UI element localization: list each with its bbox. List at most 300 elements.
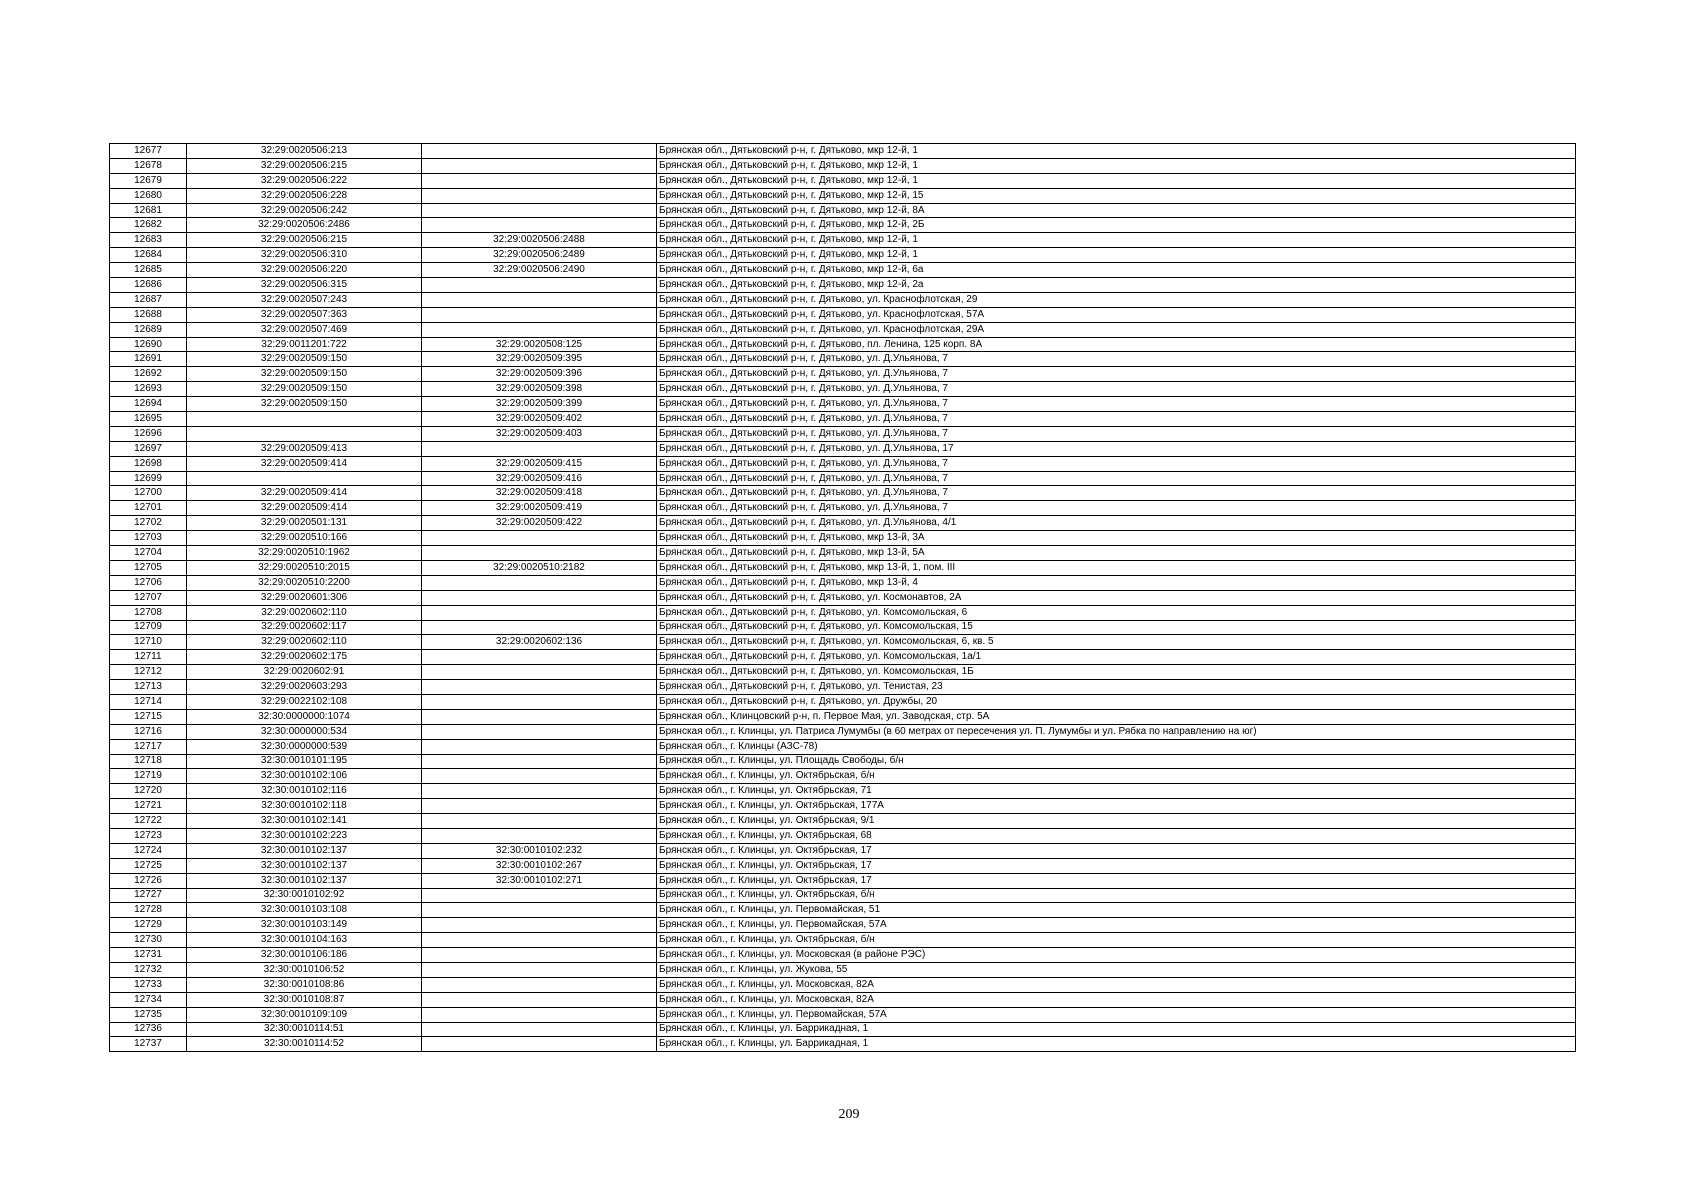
address-cell: Брянская обл., Дятьковский р-н, г. Дятьково, ул. Краснофлотская, 57А <box>657 307 1576 322</box>
address-cell: Брянская обл., Дятьковский р-н, г. Дятьково, ул. Д.Ульянова, 7 <box>657 471 1576 486</box>
related-cadastral-number-cell <box>422 144 657 159</box>
cadastral-number-cell: 32:29:0020602:175 <box>187 650 422 665</box>
table-row <box>110 1022 1576 1037</box>
row-number-cell: 12735 <box>110 1007 187 1022</box>
row-number-cell: 12685 <box>110 263 187 278</box>
related-cadastral-number-cell <box>422 218 657 233</box>
related-cadastral-number-cell: 32:29:0020509:419 <box>422 501 657 516</box>
address-cell: Брянская обл., Дятьковский р-н, г. Дятьково, мкр 12-й, 2а <box>657 278 1576 293</box>
row-number-cell: 12726 <box>110 873 187 888</box>
row-number-cell: 12692 <box>110 367 187 382</box>
cadastral-number-cell: 32:30:0010102:92 <box>187 888 422 903</box>
table-row <box>110 1037 1576 1052</box>
table-row <box>110 680 1576 695</box>
row-number-cell: 12734 <box>110 992 187 1007</box>
row-number-cell: 12703 <box>110 531 187 546</box>
related-cadastral-number-cell <box>422 203 657 218</box>
row-number-cell: 12715 <box>110 709 187 724</box>
cadastral-number-cell: 32:29:0020509:150 <box>187 352 422 367</box>
address-cell: Брянская обл., Дятьковский р-н, г. Дятьково, мкр 13-й, 5А <box>657 546 1576 561</box>
table-row <box>110 605 1576 620</box>
row-number-cell: 12728 <box>110 903 187 918</box>
related-cadastral-number-cell <box>422 784 657 799</box>
cadastral-number-cell: 32:30:0010103:108 <box>187 903 422 918</box>
table-row <box>110 665 1576 680</box>
address-cell: Брянская обл., г. Клинцы, ул. Баррикадная, 1 <box>657 1037 1576 1052</box>
cadastral-number-cell: 32:30:0010104:163 <box>187 933 422 948</box>
cadastral-number-cell: 32:29:0011201:722 <box>187 337 422 352</box>
row-number-cell: 12684 <box>110 248 187 263</box>
table-row <box>110 486 1576 501</box>
cadastral-number-cell: 32:30:0010109:109 <box>187 1007 422 1022</box>
address-cell: Брянская обл., Дятьковский р-н, г. Дятьково, ул. Д.Ульянова, 7 <box>657 426 1576 441</box>
table-row <box>110 173 1576 188</box>
row-number-cell: 12679 <box>110 173 187 188</box>
row-number-cell: 12693 <box>110 382 187 397</box>
related-cadastral-number-cell <box>422 1022 657 1037</box>
cadastral-number-cell: 32:30:0010106:52 <box>187 962 422 977</box>
address-cell: Брянская обл., Дятьковский р-н, г. Дятьково, мкр 13-й, 3А <box>657 531 1576 546</box>
related-cadastral-number-cell <box>422 575 657 590</box>
address-cell: Брянская обл., Дятьковский р-н, г. Дятьково, мкр 12-й, 8А <box>657 203 1576 218</box>
address-cell: Брянская обл., г. Клинцы, ул. Октябрьская, 17 <box>657 843 1576 858</box>
cadastral-number-cell <box>187 426 422 441</box>
cadastral-number-cell: 32:29:0020506:315 <box>187 278 422 293</box>
address-cell: Брянская обл., г. Клинцы, ул. Первомайская, 57А <box>657 918 1576 933</box>
related-cadastral-number-cell <box>422 531 657 546</box>
table-row <box>110 337 1576 352</box>
cadastral-number-cell: 32:30:0010108:87 <box>187 992 422 1007</box>
table-row <box>110 873 1576 888</box>
related-cadastral-number-cell <box>422 307 657 322</box>
table-row <box>110 352 1576 367</box>
table-row <box>110 501 1576 516</box>
row-number-cell: 12690 <box>110 337 187 352</box>
related-cadastral-number-cell <box>422 948 657 963</box>
cadastral-number-cell: 32:29:0020506:215 <box>187 158 422 173</box>
related-cadastral-number-cell <box>422 590 657 605</box>
table-row <box>110 218 1576 233</box>
table-row <box>110 948 1576 963</box>
row-number-cell: 12702 <box>110 516 187 531</box>
row-number-cell: 12700 <box>110 486 187 501</box>
row-number-cell: 12711 <box>110 650 187 665</box>
related-cadastral-number-cell <box>422 546 657 561</box>
address-cell: Брянская обл., Дятьковский р-н, г. Дятьково, ул. Дружбы, 20 <box>657 694 1576 709</box>
table-row <box>110 858 1576 873</box>
cadastral-number-cell: 32:30:0010106:186 <box>187 948 422 963</box>
related-cadastral-number-cell <box>422 1007 657 1022</box>
cadastral-number-cell: 32:29:0020509:414 <box>187 486 422 501</box>
table-row <box>110 650 1576 665</box>
table-row <box>110 203 1576 218</box>
row-number-cell: 12708 <box>110 605 187 620</box>
row-number-cell: 12687 <box>110 292 187 307</box>
related-cadastral-number-cell <box>422 680 657 695</box>
table-row <box>110 292 1576 307</box>
row-number-cell: 12686 <box>110 278 187 293</box>
address-cell: Брянская обл., г. Клинцы, ул. Октябрьская, 177А <box>657 799 1576 814</box>
table-row <box>110 412 1576 427</box>
address-cell: Брянская обл., г. Клинцы, ул. Московская (в районе РЭС) <box>657 948 1576 963</box>
cadastral-number-cell: 32:29:0020507:243 <box>187 292 422 307</box>
address-cell: Брянская обл., Дятьковский р-н, г. Дятьково, мкр 12-й, 1 <box>657 173 1576 188</box>
address-cell: Брянская обл., Дятьковский р-н, г. Дятьково, ул. Д.Ульянова, 7 <box>657 382 1576 397</box>
table-row <box>110 307 1576 322</box>
address-cell: Брянская обл., г. Клинцы, ул. Октябрьская, 68 <box>657 828 1576 843</box>
address-cell: Брянская обл., г. Клинцы, ул. Октябрьская, 9/1 <box>657 814 1576 829</box>
row-number-cell: 12683 <box>110 233 187 248</box>
table-row <box>110 918 1576 933</box>
related-cadastral-number-cell: 32:30:0010102:267 <box>422 858 657 873</box>
related-cadastral-number-cell <box>422 1037 657 1052</box>
row-number-cell: 12696 <box>110 426 187 441</box>
cadastral-number-cell: 32:29:0020509:414 <box>187 456 422 471</box>
related-cadastral-number-cell <box>422 799 657 814</box>
address-cell: Брянская обл., Дятьковский р-н, г. Дятьково, мкр 13-й, 1, пом. III <box>657 560 1576 575</box>
address-cell: Брянская обл., г. Клинцы, ул. Жукова, 55 <box>657 962 1576 977</box>
cadastral-number-cell: 32:29:0020506:220 <box>187 263 422 278</box>
table-row <box>110 546 1576 561</box>
table-row <box>110 903 1576 918</box>
cadastral-number-cell: 32:30:0010103:149 <box>187 918 422 933</box>
cadastral-number-cell: 32:29:0020603:293 <box>187 680 422 695</box>
related-cadastral-number-cell <box>422 188 657 203</box>
row-number-cell: 12736 <box>110 1022 187 1037</box>
address-cell: Брянская обл., г. Клинцы, ул. Баррикадная, 1 <box>657 1022 1576 1037</box>
cadastral-number-cell: 32:29:0020602:91 <box>187 665 422 680</box>
related-cadastral-number-cell: 32:29:0020602:136 <box>422 635 657 650</box>
cadastral-number-cell: 32:30:0010102:118 <box>187 799 422 814</box>
related-cadastral-number-cell <box>422 962 657 977</box>
related-cadastral-number-cell <box>422 665 657 680</box>
address-cell: Брянская обл., Дятьковский р-н, г. Дятьково, ул. Д.Ульянова, 4/1 <box>657 516 1576 531</box>
row-number-cell: 12713 <box>110 680 187 695</box>
address-cell: Брянская обл., Дятьковский р-н, г. Дятьково, ул. Комсомольская, 6, кв. 5 <box>657 635 1576 650</box>
cadastral-number-cell: 32:29:0020602:110 <box>187 605 422 620</box>
related-cadastral-number-cell <box>422 724 657 739</box>
table-row <box>110 471 1576 486</box>
cadastral-number-cell: 32:29:0020506:228 <box>187 188 422 203</box>
table-row <box>110 322 1576 337</box>
property-table <box>109 143 1576 1052</box>
related-cadastral-number-cell <box>422 933 657 948</box>
address-cell: Брянская обл., Дятьковский р-н, г. Дятьково, ул. Д.Ульянова, 7 <box>657 367 1576 382</box>
related-cadastral-number-cell <box>422 694 657 709</box>
address-cell: Брянская обл., г. Клинцы, ул. Октябрьская, б/н <box>657 888 1576 903</box>
table-row <box>110 799 1576 814</box>
related-cadastral-number-cell: 32:29:0020506:2489 <box>422 248 657 263</box>
related-cadastral-number-cell: 32:30:0010102:232 <box>422 843 657 858</box>
row-number-cell: 12678 <box>110 158 187 173</box>
related-cadastral-number-cell <box>422 709 657 724</box>
table-row <box>110 694 1576 709</box>
address-cell: Брянская обл., Дятьковский р-н, г. Дятьково, ул. Комсомольская, 1а/1 <box>657 650 1576 665</box>
row-number-cell: 12709 <box>110 620 187 635</box>
row-number-cell: 12718 <box>110 754 187 769</box>
row-number-cell: 12725 <box>110 858 187 873</box>
related-cadastral-number-cell: 32:29:0020508:125 <box>422 337 657 352</box>
cadastral-number-cell: 32:29:0020501:131 <box>187 516 422 531</box>
related-cadastral-number-cell: 32:29:0020509:418 <box>422 486 657 501</box>
address-cell: Брянская обл., г. Клинцы, ул. Первомайская, 57А <box>657 1007 1576 1022</box>
row-number-cell: 12688 <box>110 307 187 322</box>
cadastral-number-cell: 32:30:0010102:223 <box>187 828 422 843</box>
cadastral-number-cell: 32:29:0020509:413 <box>187 441 422 456</box>
table-row <box>110 456 1576 471</box>
table-row <box>110 426 1576 441</box>
cadastral-number-cell: 32:29:0020507:363 <box>187 307 422 322</box>
related-cadastral-number-cell <box>422 977 657 992</box>
related-cadastral-number-cell <box>422 814 657 829</box>
table-row <box>110 590 1576 605</box>
row-number-cell: 12697 <box>110 441 187 456</box>
address-cell: Брянская обл., г. Клинцы, ул. Октябрьская, б/н <box>657 769 1576 784</box>
cadastral-number-cell: 32:29:0020510:1962 <box>187 546 422 561</box>
cadastral-number-cell: 32:30:0010102:116 <box>187 784 422 799</box>
address-cell: Брянская обл., Дятьковский р-н, г. Дятьково, мкр 12-й, 1 <box>657 144 1576 159</box>
cadastral-number-cell: 32:29:0020506:242 <box>187 203 422 218</box>
cadastral-number-cell: 32:29:0020506:213 <box>187 144 422 159</box>
cadastral-number-cell: 32:29:0020509:150 <box>187 367 422 382</box>
table-row <box>110 828 1576 843</box>
table-row <box>110 977 1576 992</box>
related-cadastral-number-cell <box>422 828 657 843</box>
cadastral-number-cell: 32:30:0010102:137 <box>187 873 422 888</box>
address-cell: Брянская обл., Дятьковский р-н, г. Дятьково, мкр 12-й, 1 <box>657 248 1576 263</box>
address-cell: Брянская обл., Дятьковский р-н, г. Дятьково, ул. Тенистая, 23 <box>657 680 1576 695</box>
address-cell: Брянская обл., Дятьковский р-н, г. Дятьково, ул. Д.Ульянова, 7 <box>657 352 1576 367</box>
address-cell: Брянская обл., г. Клинцы (АЗС-78) <box>657 739 1576 754</box>
row-number-cell: 12706 <box>110 575 187 590</box>
related-cadastral-number-cell <box>422 918 657 933</box>
table-row <box>110 248 1576 263</box>
row-number-cell: 12720 <box>110 784 187 799</box>
cadastral-number-cell: 32:30:0010102:106 <box>187 769 422 784</box>
address-cell: Брянская обл., Дятьковский р-н, г. Дятьково, мкр 12-й, 1 <box>657 233 1576 248</box>
cadastral-number-cell: 32:29:0020601:306 <box>187 590 422 605</box>
table-row <box>110 531 1576 546</box>
row-number-cell: 12681 <box>110 203 187 218</box>
related-cadastral-number-cell: 32:29:0020509:395 <box>422 352 657 367</box>
address-cell: Брянская обл., г. Клинцы, ул. Октябрьская, 17 <box>657 873 1576 888</box>
table-row <box>110 575 1576 590</box>
row-number-cell: 12701 <box>110 501 187 516</box>
related-cadastral-number-cell <box>422 158 657 173</box>
table-row <box>110 158 1576 173</box>
cadastral-number-cell: 32:29:0020506:2486 <box>187 218 422 233</box>
row-number-cell: 12682 <box>110 218 187 233</box>
related-cadastral-number-cell: 32:29:0020509:396 <box>422 367 657 382</box>
row-number-cell: 12699 <box>110 471 187 486</box>
row-number-cell: 12712 <box>110 665 187 680</box>
cadastral-number-cell: 32:29:0020602:110 <box>187 635 422 650</box>
cadastral-number-cell: 32:30:0010108:86 <box>187 977 422 992</box>
related-cadastral-number-cell <box>422 605 657 620</box>
address-cell: Брянская обл., Дятьковский р-н, г. Дятьково, ул. Д.Ульянова, 7 <box>657 412 1576 427</box>
address-cell: Брянская обл., г. Клинцы, ул. Октябрьская, 71 <box>657 784 1576 799</box>
address-cell: Брянская обл., Клинцовский р-н, п. Первое Мая, ул. Заводская, стр. 5А <box>657 709 1576 724</box>
row-number-cell: 12729 <box>110 918 187 933</box>
related-cadastral-number-cell <box>422 173 657 188</box>
cadastral-number-cell: 32:29:0020506:222 <box>187 173 422 188</box>
cadastral-number-cell: 32:29:0020510:166 <box>187 531 422 546</box>
related-cadastral-number-cell: 32:29:0020509:403 <box>422 426 657 441</box>
row-number-cell: 12727 <box>110 888 187 903</box>
cadastral-number-cell: 32:30:0010101:195 <box>187 754 422 769</box>
address-cell: Брянская обл., г. Клинцы, ул. Октябрьская, б/н <box>657 933 1576 948</box>
cadastral-number-cell: 32:29:0020506:215 <box>187 233 422 248</box>
table-row <box>110 888 1576 903</box>
address-cell: Брянская обл., Дятьковский р-н, г. Дятьково, ул. Краснофлотская, 29 <box>657 292 1576 307</box>
related-cadastral-number-cell: 32:29:0020509:422 <box>422 516 657 531</box>
address-cell: Брянская обл., Дятьковский р-н, г. Дятьково, мкр 13-й, 4 <box>657 575 1576 590</box>
row-number-cell: 12731 <box>110 948 187 963</box>
address-cell: Брянская обл., Дятьковский р-н, г. Дятьково, ул. Д.Ульянова, 17 <box>657 441 1576 456</box>
related-cadastral-number-cell <box>422 992 657 1007</box>
cadastral-number-cell: 32:29:0022102:108 <box>187 694 422 709</box>
related-cadastral-number-cell <box>422 278 657 293</box>
cadastral-number-cell: 32:30:0010102:141 <box>187 814 422 829</box>
related-cadastral-number-cell: 32:29:0020509:399 <box>422 397 657 412</box>
related-cadastral-number-cell: 32:29:0020509:415 <box>422 456 657 471</box>
table-row <box>110 769 1576 784</box>
row-number-cell: 12707 <box>110 590 187 605</box>
address-cell: Брянская обл., Дятьковский р-н, г. Дятьково, ул. Краснофлотская, 29А <box>657 322 1576 337</box>
table-row <box>110 843 1576 858</box>
related-cadastral-number-cell: 32:29:0020510:2182 <box>422 560 657 575</box>
address-cell: Брянская обл., Дятьковский р-н, г. Дятьково, ул. Комсомольская, 1Б <box>657 665 1576 680</box>
row-number-cell: 12732 <box>110 962 187 977</box>
cadastral-number-cell: 32:29:0020506:310 <box>187 248 422 263</box>
related-cadastral-number-cell: 32:29:0020506:2488 <box>422 233 657 248</box>
related-cadastral-number-cell <box>422 769 657 784</box>
row-number-cell: 12719 <box>110 769 187 784</box>
address-cell: Брянская обл., Дятьковский р-н, г. Дятьково, пл. Ленина, 125 корп. 8А <box>657 337 1576 352</box>
row-number-cell: 12705 <box>110 560 187 575</box>
table-row <box>110 382 1576 397</box>
row-number-cell: 12698 <box>110 456 187 471</box>
row-number-cell: 12691 <box>110 352 187 367</box>
cadastral-number-cell: 32:30:0000000:539 <box>187 739 422 754</box>
table-row <box>110 754 1576 769</box>
table-row <box>110 784 1576 799</box>
address-cell: Брянская обл., г. Клинцы, ул. Площадь Свободы, б/н <box>657 754 1576 769</box>
address-cell: Брянская обл., Дятьковский р-н, г. Дятьково, мкр 12-й, 1 <box>657 158 1576 173</box>
related-cadastral-number-cell <box>422 650 657 665</box>
table-row <box>110 188 1576 203</box>
table-row <box>110 635 1576 650</box>
row-number-cell: 12733 <box>110 977 187 992</box>
address-cell: Брянская обл., Дятьковский р-н, г. Дятьково, ул. Комсомольская, 6 <box>657 605 1576 620</box>
related-cadastral-number-cell <box>422 322 657 337</box>
cadastral-number-cell <box>187 412 422 427</box>
related-cadastral-number-cell: 32:29:0020506:2490 <box>422 263 657 278</box>
related-cadastral-number-cell: 32:29:0020509:416 <box>422 471 657 486</box>
row-number-cell: 12737 <box>110 1037 187 1052</box>
address-cell: Брянская обл., Дятьковский р-н, г. Дятьково, ул. Д.Ульянова, 7 <box>657 486 1576 501</box>
address-cell: Брянская обл., г. Клинцы, ул. Патриса Лумумбы (в 60 метрах от пересечения ул. П. Лумумбы и ул. Рябка по направлению на юг) <box>657 724 1576 739</box>
related-cadastral-number-cell: 32:30:0010102:271 <box>422 873 657 888</box>
address-cell: Брянская обл., Дятьковский р-н, г. Дятьково, мкр 12-й, 2Б <box>657 218 1576 233</box>
table-row <box>110 263 1576 278</box>
table-row <box>110 397 1576 412</box>
row-number-cell: 12694 <box>110 397 187 412</box>
related-cadastral-number-cell <box>422 754 657 769</box>
row-number-cell: 12724 <box>110 843 187 858</box>
address-cell: Брянская обл., г. Клинцы, ул. Октябрьская, 17 <box>657 858 1576 873</box>
row-number-cell: 12677 <box>110 144 187 159</box>
table-row <box>110 992 1576 1007</box>
property-table-body <box>110 144 1576 1052</box>
row-number-cell: 12704 <box>110 546 187 561</box>
row-number-cell: 12717 <box>110 739 187 754</box>
cadastral-number-cell: 32:30:0000000:1074 <box>187 709 422 724</box>
table-row <box>110 441 1576 456</box>
row-number-cell: 12689 <box>110 322 187 337</box>
row-number-cell: 12722 <box>110 814 187 829</box>
cadastral-number-cell: 32:29:0020509:414 <box>187 501 422 516</box>
address-cell: Брянская обл., г. Клинцы, ул. Московская, 82А <box>657 977 1576 992</box>
address-cell: Брянская обл., Дятьковский р-н, г. Дятьково, ул. Космонавтов, 2А <box>657 590 1576 605</box>
related-cadastral-number-cell <box>422 620 657 635</box>
table-row <box>110 814 1576 829</box>
related-cadastral-number-cell <box>422 441 657 456</box>
table-row <box>110 144 1576 159</box>
table-row <box>110 516 1576 531</box>
table-row <box>110 620 1576 635</box>
address-cell: Брянская обл., Дятьковский р-н, г. Дятьково, ул. Д.Ульянова, 7 <box>657 456 1576 471</box>
row-number-cell: 12680 <box>110 188 187 203</box>
row-number-cell: 12710 <box>110 635 187 650</box>
cadastral-number-cell: 32:30:0010114:51 <box>187 1022 422 1037</box>
address-cell: Брянская обл., Дятьковский р-н, г. Дятьково, ул. Д.Ульянова, 7 <box>657 501 1576 516</box>
related-cadastral-number-cell <box>422 739 657 754</box>
cadastral-number-cell: 32:29:0020509:150 <box>187 382 422 397</box>
row-number-cell: 12695 <box>110 412 187 427</box>
related-cadastral-number-cell <box>422 903 657 918</box>
cadastral-number-cell: 32:29:0020510:2200 <box>187 575 422 590</box>
row-number-cell: 12723 <box>110 828 187 843</box>
related-cadastral-number-cell: 32:29:0020509:402 <box>422 412 657 427</box>
table-row <box>110 278 1576 293</box>
cadastral-number-cell: 32:29:0020602:117 <box>187 620 422 635</box>
address-cell: Брянская обл., Дятьковский р-н, г. Дятьково, ул. Д.Ульянова, 7 <box>657 397 1576 412</box>
related-cadastral-number-cell: 32:29:0020509:398 <box>422 382 657 397</box>
cadastral-number-cell: 32:30:0010102:137 <box>187 858 422 873</box>
cadastral-number-cell: 32:29:0020507:469 <box>187 322 422 337</box>
table-row <box>110 560 1576 575</box>
table-row <box>110 739 1576 754</box>
row-number-cell: 12716 <box>110 724 187 739</box>
cadastral-number-cell: 32:30:0010102:137 <box>187 843 422 858</box>
cadastral-number-cell: 32:30:0010114:52 <box>187 1037 422 1052</box>
table-row <box>110 933 1576 948</box>
address-cell: Брянская обл., Дятьковский р-н, г. Дятьково, мкр 12-й, 6а <box>657 263 1576 278</box>
related-cadastral-number-cell <box>422 292 657 307</box>
page-number: 209 <box>838 1107 860 1122</box>
cadastral-number-cell <box>187 471 422 486</box>
table-row <box>110 724 1576 739</box>
cadastral-number-cell: 32:29:0020510:2015 <box>187 560 422 575</box>
table-row <box>110 1007 1576 1022</box>
cadastral-number-cell: 32:30:0000000:534 <box>187 724 422 739</box>
related-cadastral-number-cell <box>422 888 657 903</box>
cadastral-number-cell: 32:29:0020509:150 <box>187 397 422 412</box>
table-row <box>110 709 1576 724</box>
address-cell: Брянская обл., г. Клинцы, ул. Московская, 82А <box>657 992 1576 1007</box>
row-number-cell: 12714 <box>110 694 187 709</box>
